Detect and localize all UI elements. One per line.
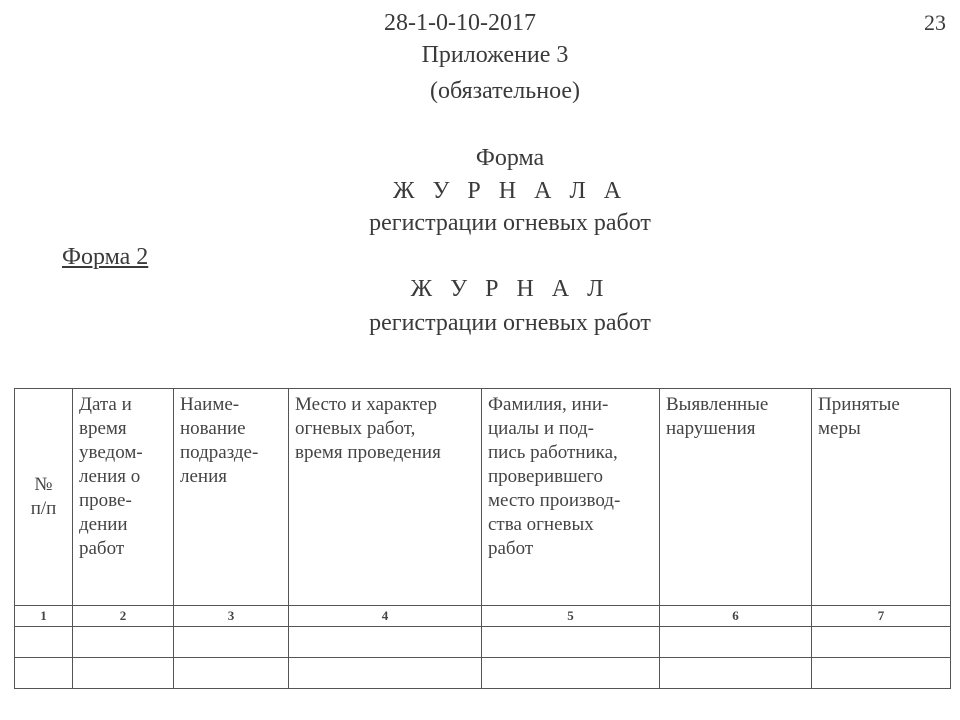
column-header-date: Дата и время уведом- ления о прове- дении работ [73, 389, 174, 606]
empty-cell [660, 658, 812, 689]
column-header-number: № п/п [15, 389, 73, 606]
journal-title: Ж У Р Н А Л А [392, 178, 628, 204]
column-number: 1 [15, 606, 73, 627]
column-number: 7 [812, 606, 951, 627]
column-number: 6 [660, 606, 812, 627]
column-header-inspector: Фамилия, ини- циалы и под- пись работника, проверившего место производ- ства огневых работ [482, 389, 660, 606]
empty-cell [289, 627, 482, 658]
empty-cell [73, 658, 174, 689]
empty-cell [812, 658, 951, 689]
empty-cell [812, 627, 951, 658]
table-header-row [15, 389, 951, 606]
column-number-row [15, 606, 951, 627]
empty-cell [15, 658, 73, 689]
page-number: 23 [924, 10, 946, 35]
journal-subtitle: регистрации огневых работ [369, 210, 651, 236]
empty-cell [15, 627, 73, 658]
column-number: 2 [73, 606, 174, 627]
document-code: 28-1-0-10-2017 [384, 10, 536, 36]
empty-cell [289, 658, 482, 689]
empty-cell [482, 658, 660, 689]
empty-cell [73, 627, 174, 658]
form-word: Форма [475, 145, 545, 171]
requirement-label: (обязательное) [430, 78, 580, 104]
table-row [15, 627, 951, 658]
empty-cell [174, 627, 289, 658]
empty-cell [174, 658, 289, 689]
journal-title-2: Ж У Р Н А Л [410, 276, 610, 302]
form2-label: Форма 2 [62, 244, 149, 270]
empty-cell [660, 627, 812, 658]
column-header-place: Место и характер огневых работ, время проведения [289, 389, 482, 606]
table-row [15, 658, 951, 689]
column-number: 3 [174, 606, 289, 627]
column-header-violations: Выявленные нарушения [660, 389, 812, 606]
column-number: 5 [482, 606, 660, 627]
appendix-label: Приложение 3 [421, 42, 569, 68]
journal-subtitle-2: регистрации огневых работ [369, 310, 651, 336]
column-header-measures: Принятые меры [812, 389, 951, 606]
column-number: 4 [289, 606, 482, 627]
journal-table [14, 388, 951, 689]
column-header-department: Наиме- нование подразде- ления [174, 389, 289, 606]
empty-cell [482, 627, 660, 658]
